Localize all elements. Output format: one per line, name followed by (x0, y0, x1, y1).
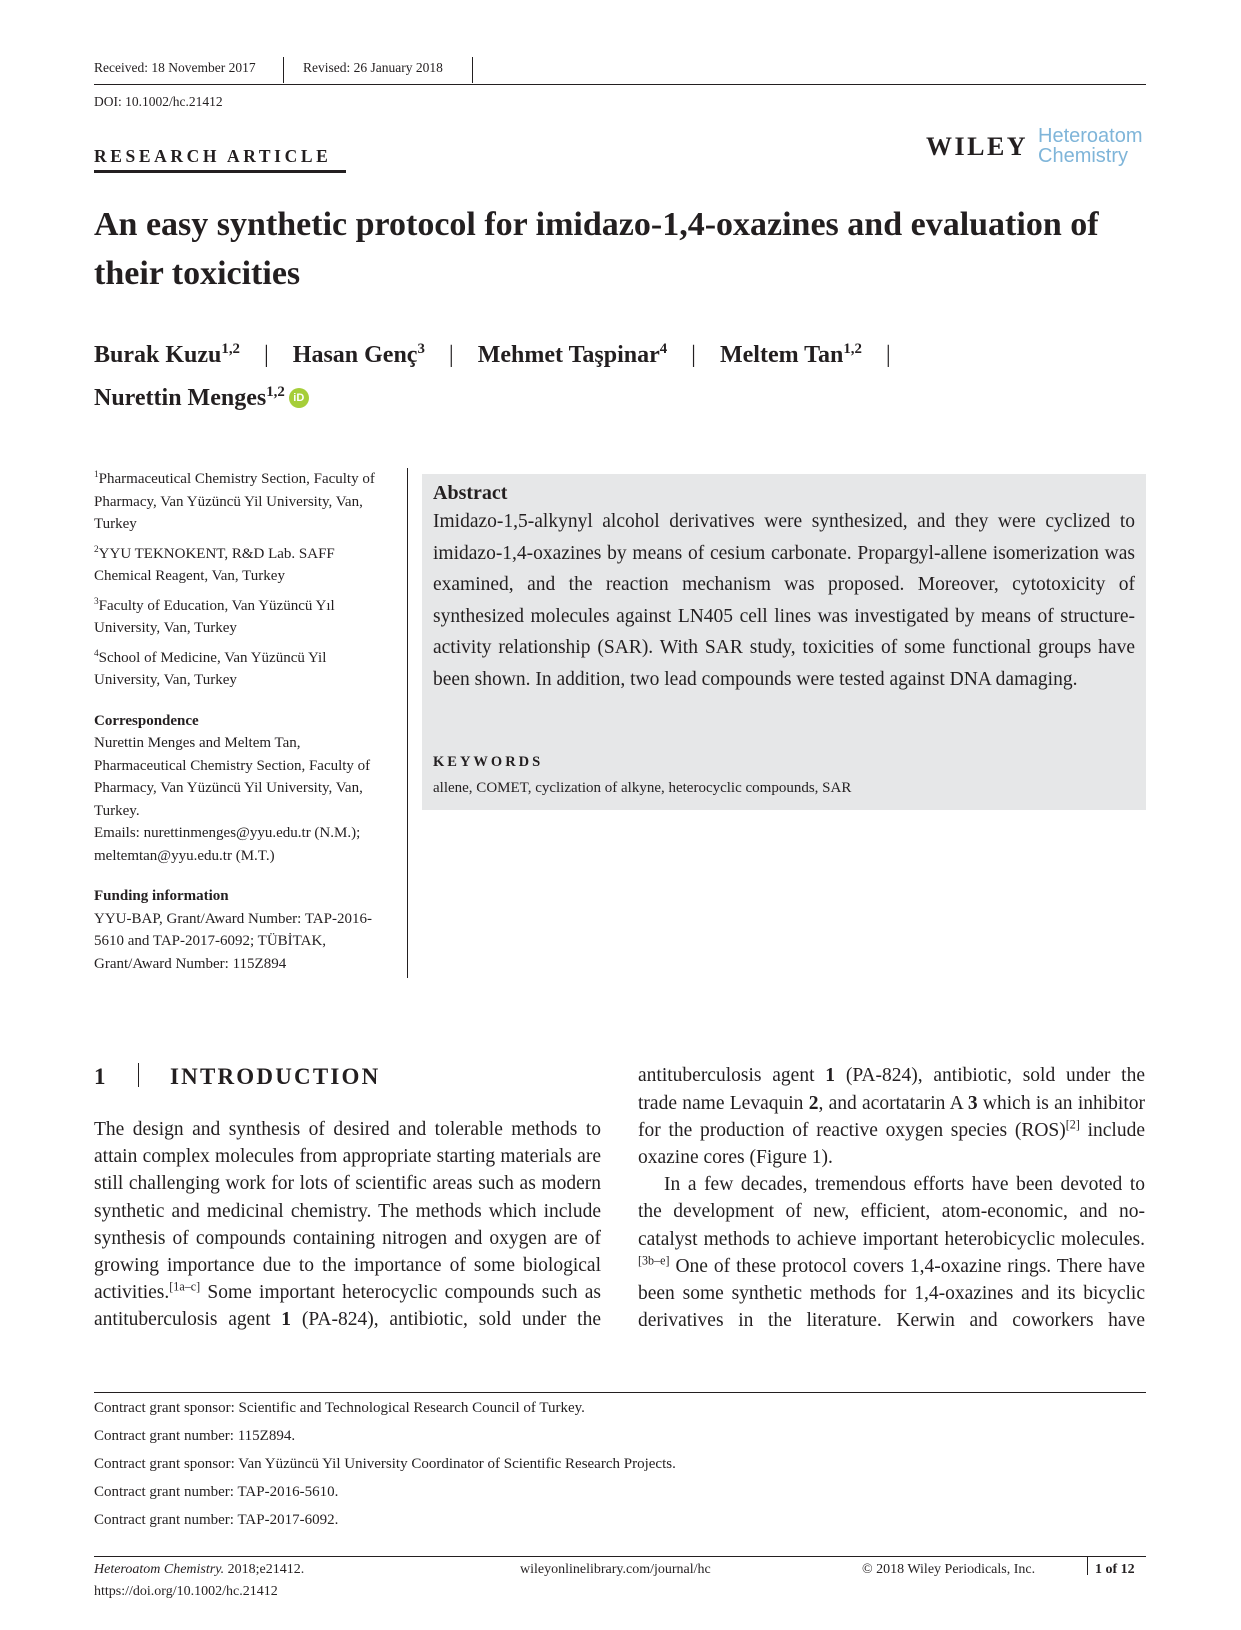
compound-number: 2 (808, 1092, 819, 1114)
citation[interactable]: [1a–c] (169, 1279, 201, 1294)
column-divider (407, 468, 408, 978)
footnote-rule (94, 1392, 1146, 1393)
affiliation: $^1$Pharmaceutical Chemistry Section, Faculty of Pharmacy, Van Yüzüncü Yil University, Van, Turkey (94, 470, 375, 532)
journal-logo-line2: Chemistry (1038, 145, 1129, 167)
footer-rule (94, 1556, 1146, 1557)
correspondence-text: Nurettin Menges and Meltem Tan, Pharmaceutical Chemistry Section, Faculty of Pharmacy, Van Yüzüncü Yil University, Van, Turkey. (94, 735, 371, 819)
journal-logo (1038, 126, 1143, 166)
footnote: Contract grant number: TAP-2017-6092. (94, 1512, 339, 1528)
section-number: 1 (94, 1064, 106, 1089)
footer-citation: Heteroatom Chemistry. 2018;e21412. (94, 1562, 305, 1577)
intro-column-1 (94, 1116, 601, 1332)
author-name: Burak Kuzu (94, 342, 222, 368)
footer-divider (1087, 1557, 1088, 1575)
author-affiliation: 4 (659, 341, 668, 357)
author-list-line2 (94, 385, 309, 412)
author-separator: | (448, 342, 454, 368)
revised-date: Revised: 26 January 2018 (303, 60, 443, 75)
funding-heading: Funding information (94, 888, 229, 904)
author-name: Nurettin Menges (94, 385, 267, 411)
compound-number: 3 (967, 1092, 978, 1114)
correspondence-emails[interactable]: Emails: nurettinmenges@yyu.edu.tr (N.M.); meltemtan@yyu.edu.tr (M.T.) (94, 825, 361, 864)
footer-journal: Heteroatom Chemistry. (94, 1562, 225, 1577)
intro-paragraph-1: The design and synthesis of desired and tolerable methods to attain complex molecules from appropriate starting materials are still challenging work for lots of scientific areas such as modern synthetic and medicinal chemistry. The methods which include synthesis of compounds containing nitrogen and oxygen are of growing importance due to the importance of some biological activities.[1a–c] Some important heterocyclic compounds such as antituberculosis agent 1 (PA-824), antibiotic, sold under the (94, 1119, 601, 1331)
citation[interactable]: [2] (1065, 1117, 1080, 1132)
footnote: Contract grant sponsor: Scientific and Technological Research Council of Turkey. (94, 1400, 585, 1416)
orcid-icon[interactable]: iD (289, 388, 309, 408)
author-affiliation: 1,2 (266, 384, 285, 400)
header-divider (472, 57, 473, 83)
compound-number: 1 (281, 1309, 292, 1331)
affiliation: $^3$Faculty of Education, Van Yüzüncü Yıl University, Van, Turkey (94, 596, 335, 636)
received-date: Received: 18 November 2017 (94, 60, 256, 75)
page-number: 1 of 12 (1095, 1562, 1135, 1577)
abstract-text: Imidazo-1,5-alkynyl alcohol derivatives were synthesized, and they were cyclized to imidazo-1,4-oxazines by means of cesium carbonate. Propargyl-allene isomerization was examined, and the reaction mechanism was proposed. Moreover, cytotoxicity of synthesized molecules against LN405 cell lines was investigated by means of structure-activity relationship (SAR). With SAR study, toxicities of some functional groups have been shown. In addition, two lead compounds were tested against DNA damaging. (433, 511, 1135, 690)
author-name: Mehmet Taşpinar (477, 342, 660, 368)
author-separator: | (691, 342, 696, 368)
intro-paragraph-1-continued: antituberculosis agent 1 (PA-824), antibiotic, sold under the trade name Levaquin 2, and acortatarin A 3 which is an inhibitor for the production of reactive oxygen species (ROS)[2] include oxazine cores (Figure 1). (638, 1065, 1145, 1169)
intro-paragraph-2: In a few decades, tremendous efforts have been devoted to the development of new, efficient, atom-economic, and no-catalyst methods to achieve important heterobicyclic molecules.[3b–e] One of these protocol covers 1,4-oxazine rings. There have been some synthetic methods for 1,4-oxazines and its bicyclic derivatives in the literature. Kerwin and coworkers have (638, 1174, 1145, 1332)
article-info-column (94, 468, 394, 975)
journal-logo-line1: Heteroatom (1038, 125, 1143, 147)
footer-site-link[interactable]: wileyonlinelibrary.com/journal/hc (520, 1562, 711, 1577)
article-type: RESEARCH ARTICLE (94, 146, 332, 166)
footnote: Contract grant number: TAP-2016-5610. (94, 1484, 339, 1500)
author-list (94, 342, 915, 369)
author-affiliation: 1,2 (843, 341, 862, 357)
article-type-underline (94, 170, 346, 173)
header-rule (94, 84, 1146, 85)
section-divider (138, 1063, 139, 1087)
doi: DOI: 10.1002/hc.21412 (94, 94, 223, 109)
author-name: Meltem Tan (719, 342, 844, 368)
footer-doi-link[interactable]: https://doi.org/10.1002/hc.21412 (94, 1584, 278, 1599)
funding-text: YYU-BAP, Grant/Award Number: TAP-2016-5610 and TAP-2017-6092; TÜBİTAK, Grant/Award Number: 115Z894 (94, 910, 372, 972)
header-divider (283, 57, 284, 83)
footnote: Contract grant number: 115Z894. (94, 1428, 296, 1444)
section-title: INTRODUCTION (170, 1064, 381, 1089)
author-separator: | (885, 342, 891, 368)
affiliation: $^4$School of Medicine, Van Yüzüncü Yil University, Van, Turkey (94, 648, 327, 688)
correspondence-heading: Correspondence (94, 712, 199, 729)
keywords: allene, COMET, cyclization of alkyne, heterocyclic compounds, SAR (433, 780, 852, 796)
wiley-logo: WILEY (926, 132, 1029, 161)
keywords-heading: KEYWORDS (433, 754, 544, 770)
citation[interactable]: [3b–e] (638, 1253, 670, 1268)
article-title: An easy synthetic protocol for imidazo-1,4-oxazines and evaluation of their toxicities (94, 206, 1099, 292)
abstract-heading: Abstract (433, 482, 508, 504)
footer-copyright: © 2018 Wiley Periodicals, Inc. (862, 1562, 1036, 1577)
author-affiliation: 3 (417, 341, 425, 357)
intro-column-2 (638, 1062, 1145, 1334)
author-separator: | (263, 342, 269, 368)
author-affiliation: 1,2 (221, 341, 240, 357)
author-name: Hasan Genç (292, 342, 418, 368)
affiliation: $^2$YYU TEKNOKENT, R&D Lab. SAFF Chemical Reagent, Van, Turkey (94, 544, 335, 584)
footnote: Contract grant sponsor: Van Yüzüncü Yil University Coordinator of Scientific Research Projects. (94, 1456, 676, 1472)
